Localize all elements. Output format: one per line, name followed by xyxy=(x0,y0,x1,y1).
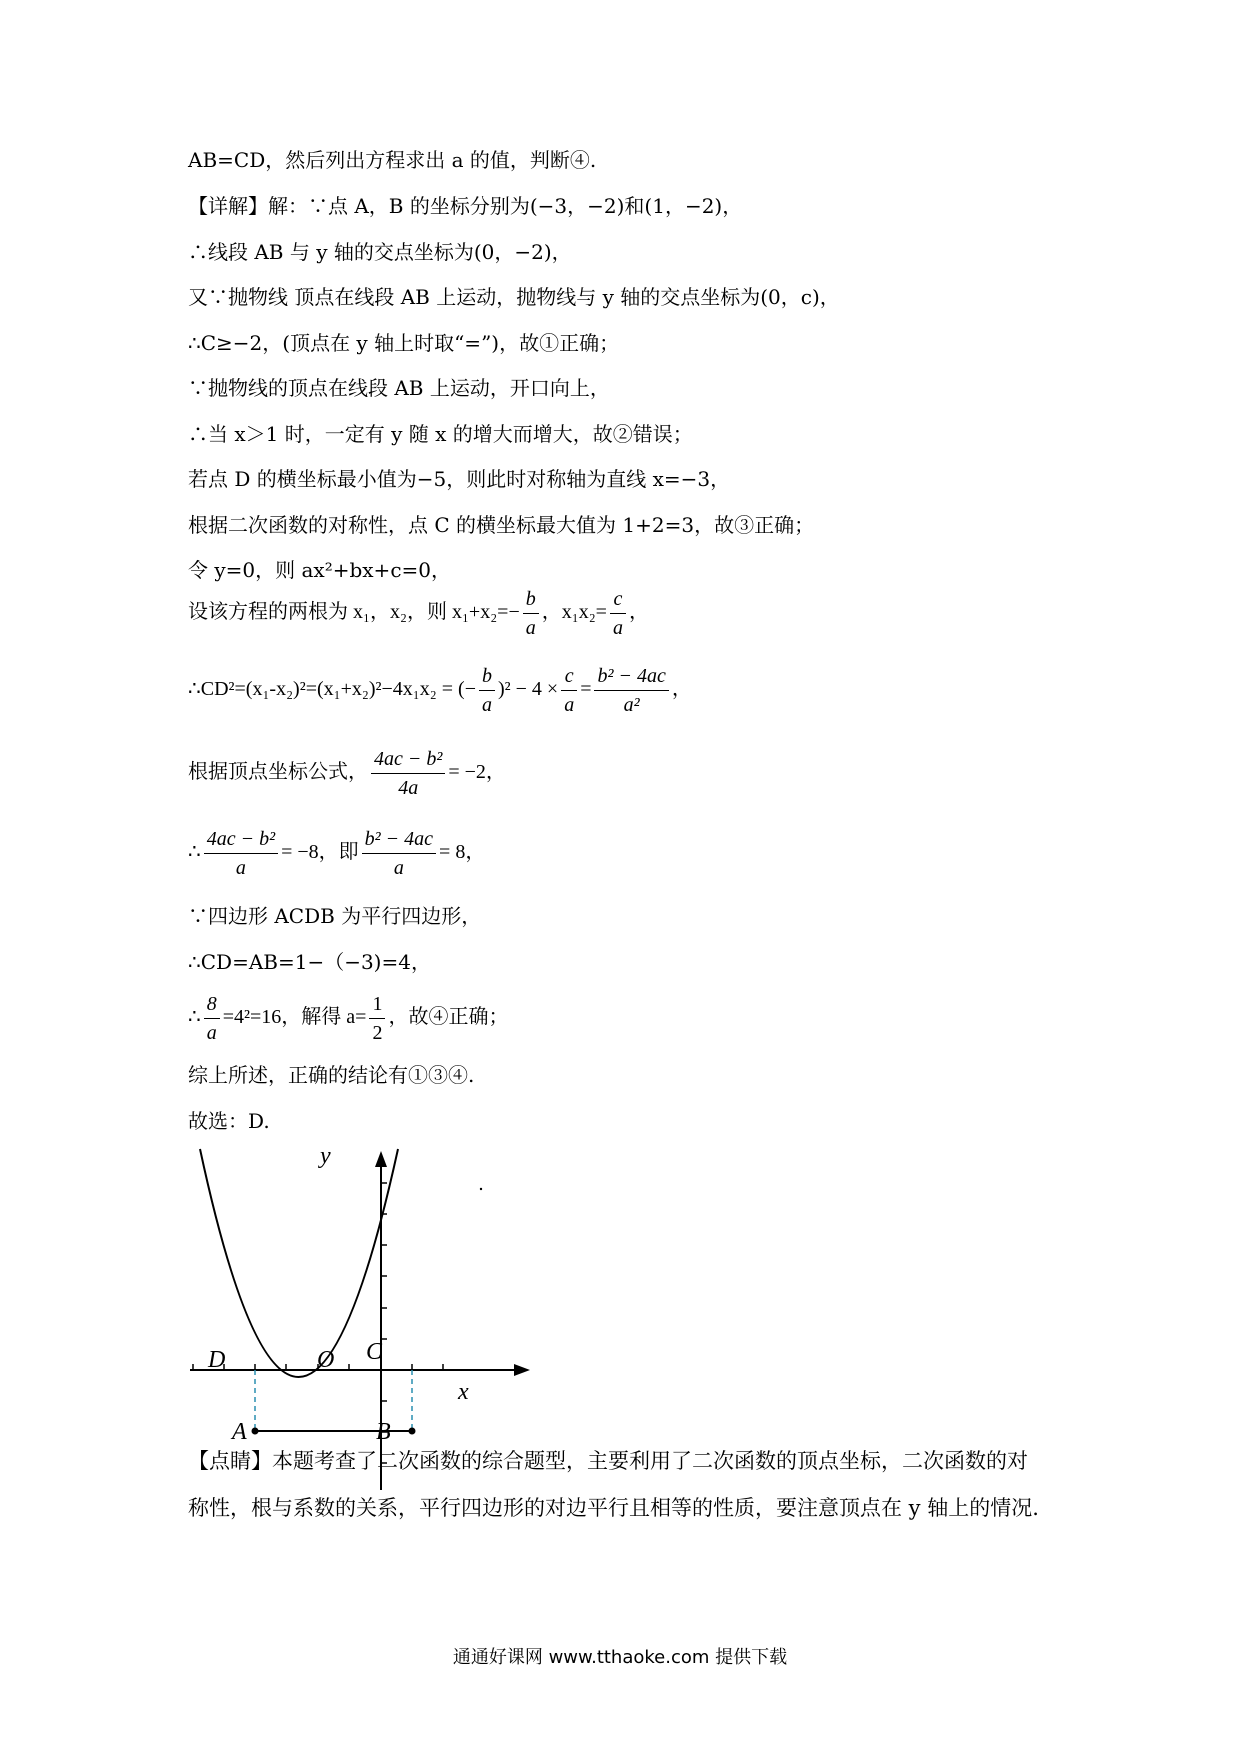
text-run: 设该方程的两根为 x₁，x₂，则 x₁+x₂=− xyxy=(188,601,520,624)
numerator: b² − 4ac xyxy=(362,825,436,854)
text-run: ，x₁x₂= xyxy=(541,601,607,624)
denominator: a xyxy=(525,617,536,639)
fraction-b2-4ac-over-a xyxy=(362,825,436,882)
text-line-roots xyxy=(188,585,649,642)
text-run: = 8， xyxy=(439,841,486,864)
text-line-vertex-formula xyxy=(188,745,506,802)
numerator: b xyxy=(523,585,539,614)
numerator: 1 xyxy=(369,990,385,1019)
denominator: a xyxy=(206,1022,217,1044)
fraction-b-over-a xyxy=(479,662,495,719)
text-run: ∴CD²=(x₁-x₂)²=(x₁+x₂)²−4x₁x₂ = (− xyxy=(188,678,476,701)
numerator: 4ac − b² xyxy=(204,825,278,854)
text-line: 综上所述，正确的结论有①③④. xyxy=(188,1063,475,1087)
denominator: a² xyxy=(623,694,640,716)
text-run: = xyxy=(580,678,592,701)
text-run: 根据顶点坐标公式， xyxy=(188,761,368,784)
text-run: ∴ xyxy=(188,1006,201,1029)
x-axis-arrow xyxy=(514,1364,530,1376)
text-line: ∴线段 AB 与 y 轴的交点坐标为(0，−2)， xyxy=(188,240,572,264)
text-line-summary: 【点睛】本题考查了二次函数的综合题型，主要利用了二次函数的顶点坐标，二次函数的对 xyxy=(188,1449,1028,1473)
text-run: ，故④正确； xyxy=(388,1006,509,1029)
text-line-derivation xyxy=(188,825,485,882)
denominator: a xyxy=(612,617,623,639)
y-axis-label: y xyxy=(320,1145,331,1169)
point-a-label: A xyxy=(232,1419,247,1445)
denominator: a xyxy=(564,694,575,716)
text-run: =4²=16，解得 a= xyxy=(222,1006,367,1029)
text-line: 故选：D. xyxy=(188,1109,270,1133)
text-line: 【详解】解：∵点 A，B 的坐标分别为(−3，−2)和(1，−2)， xyxy=(188,194,743,218)
text-line: ∴当 x＞1 时，一定有 y 随 x 的增大而增大，故②错误； xyxy=(188,422,693,446)
origin-label: O xyxy=(317,1347,335,1373)
text-run: = −2， xyxy=(448,761,506,784)
numerator: 4ac − b² xyxy=(371,745,445,774)
denominator: a xyxy=(235,857,246,879)
text-line: 若点 D 的横坐标最小值为−5，则此时对称轴为直线 x=−3， xyxy=(188,467,731,491)
text-line: ∵四边形 ACDB 为平行四边形， xyxy=(188,904,482,928)
y-axis-arrow xyxy=(375,1151,387,1167)
stray-dot xyxy=(480,1188,482,1190)
point-c-label: C xyxy=(366,1339,383,1365)
text-line: ∴CD=AB=1−（−3)=4， xyxy=(188,950,431,974)
numerator: b xyxy=(479,662,495,691)
x-axis-label: x xyxy=(458,1379,469,1405)
point-a xyxy=(252,1428,259,1435)
fraction-c-over-a xyxy=(610,585,626,642)
text-line: 令 y=0，则 ax²+bx+c=0， xyxy=(188,558,451,582)
text-line: AB=CD，然后列出方程求出 a 的值，判断④. xyxy=(188,148,597,172)
fraction-4ac-b2-over-a xyxy=(204,825,278,882)
denominator: 2 xyxy=(372,1022,383,1044)
numerator: b² − 4ac xyxy=(594,662,668,691)
denominator: 4a xyxy=(398,777,419,799)
text-line: 根据二次函数的对称性，点 C 的横坐标最大值为 1+2=3，故③正确； xyxy=(188,513,815,537)
fraction-vertex-y xyxy=(371,745,445,802)
text-run: ， xyxy=(628,601,649,624)
text-run: ， xyxy=(671,678,692,701)
point-b-label: B xyxy=(376,1419,391,1445)
denominator: a xyxy=(481,694,492,716)
fraction-b-over-a xyxy=(523,585,539,642)
fraction-one-half xyxy=(369,990,385,1047)
numerator: 8 xyxy=(204,990,220,1019)
text-run: = −8，即 xyxy=(281,841,359,864)
page-footer: 通通好课网 www.tthaoke.com 提供下载 xyxy=(452,1647,788,1668)
fraction-c-over-a xyxy=(561,662,577,719)
point-b xyxy=(409,1428,416,1435)
text-line-summary: 称性，根与系数的关系，平行四边形的对边平行且相等的性质，要注意顶点在 y 轴上的情况. xyxy=(188,1496,1039,1520)
numerator: c xyxy=(561,662,577,691)
denominator: a xyxy=(393,857,404,879)
text-line-solve-a xyxy=(188,990,508,1047)
fraction-8-over-a xyxy=(204,990,220,1047)
point-d-label: D xyxy=(208,1347,226,1373)
text-line-cd-squared xyxy=(188,662,692,719)
fraction-discriminant-over-a2 xyxy=(594,662,668,719)
text-run: ∴ xyxy=(188,841,201,864)
text-line: ∴C≥−2，(顶点在 y 轴上时取“=”)，故①正确； xyxy=(188,331,620,355)
text-run: )² − 4 × xyxy=(497,678,559,701)
text-line: 又∵抛物线 顶点在线段 AB 上运动，抛物线与 y 轴的交点坐标为(0，c)， xyxy=(188,285,840,309)
text-line: ∵抛物线的顶点在线段 AB 上运动，开口向上， xyxy=(188,376,610,400)
numerator: c xyxy=(610,585,626,614)
